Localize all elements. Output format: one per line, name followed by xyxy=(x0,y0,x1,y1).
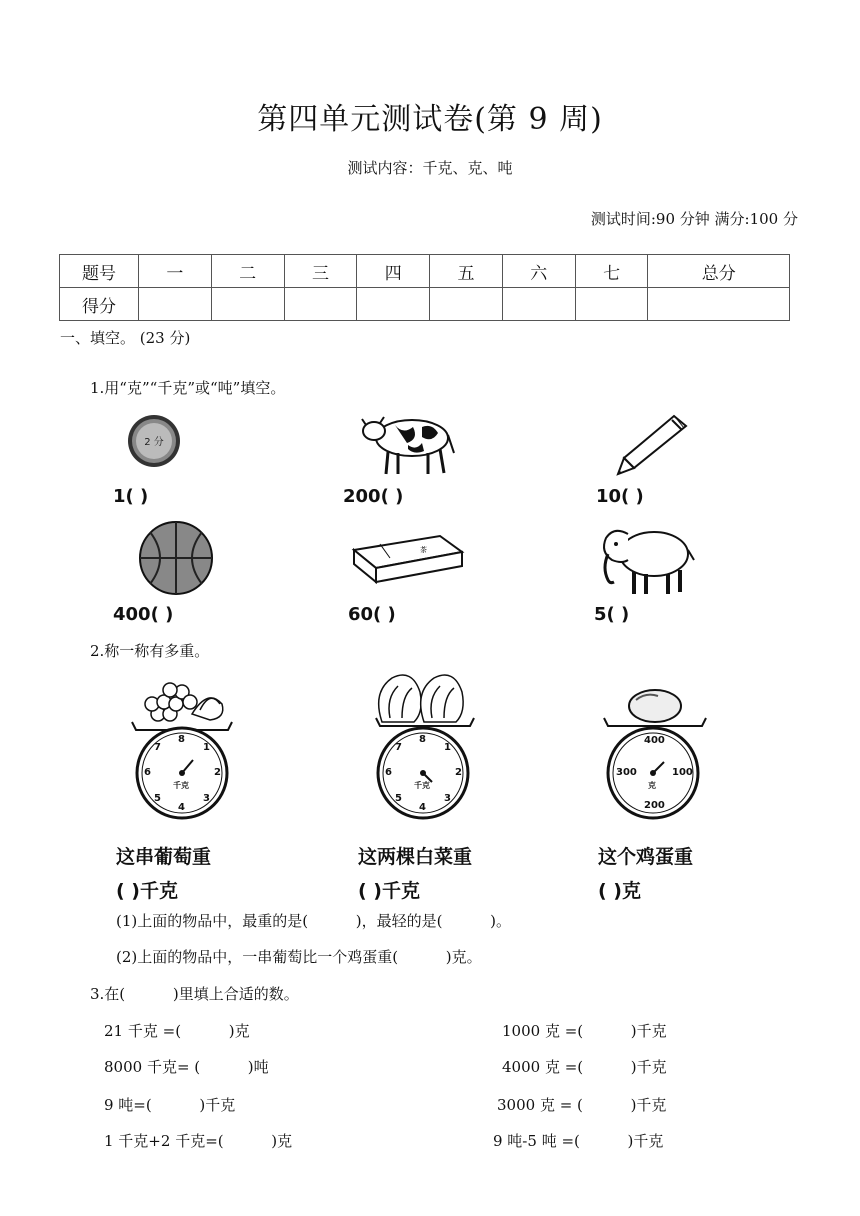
q2-sub1[interactable]: (1)上面的物品中，最重的是( )，最轻的是( )。 xyxy=(116,912,512,930)
score-table xyxy=(59,254,790,321)
score-cell: 三 xyxy=(284,255,357,288)
coin-icon xyxy=(127,405,181,477)
q3-left-2[interactable]: 8000 千克= ( )吨 xyxy=(104,1058,269,1076)
dial-tick-label: 1 xyxy=(203,742,210,753)
dial-tick-label: 200 xyxy=(644,800,665,811)
elephant-icon xyxy=(598,520,696,598)
section-title: 一、填空。 (23 分) xyxy=(60,329,191,347)
score-cell: 二 xyxy=(211,255,284,288)
scale-egg-icon xyxy=(600,688,710,730)
score-input-cell[interactable] xyxy=(648,288,790,321)
dial-tick-label: 7 xyxy=(395,742,402,753)
dial-tick-label: 300 xyxy=(616,767,637,778)
score-input-cell[interactable] xyxy=(211,288,284,321)
dial-tick-label: 2 xyxy=(214,767,221,778)
question-2-prompt: 2.称一称有多重。 xyxy=(90,642,210,660)
score-table-score-row xyxy=(60,288,790,321)
q1-answer-1[interactable]: 1( ) xyxy=(113,486,149,507)
dial-tick-label: 3 xyxy=(444,793,451,804)
dial-tick-label: 7 xyxy=(154,742,161,753)
q3-right-2[interactable]: 4000 克 =( )千克 xyxy=(502,1058,667,1076)
score-cell: 题号 xyxy=(60,255,139,288)
dial-egg-labels xyxy=(606,726,700,820)
svg-text:2 分: 2 分 xyxy=(144,437,164,448)
page-subtitle: 测试内容：千克、克、吨 xyxy=(347,159,513,177)
q3-left-4[interactable]: 1 千克+2 千克=( )克 xyxy=(104,1132,293,1150)
dial-cabbage-labels xyxy=(376,726,470,820)
pencil-icon xyxy=(616,412,690,476)
dial-tick-label: 5 xyxy=(395,793,402,804)
score-cell: 六 xyxy=(502,255,575,288)
q3-right-1[interactable]: 1000 克 =( )千克 xyxy=(502,1022,667,1040)
q1-answer-3[interactable]: 10( ) xyxy=(596,486,644,507)
page-title: 第四单元测试卷(第 9 周) xyxy=(257,102,603,137)
dial-tick-label: 8 xyxy=(419,734,426,745)
score-input-cell[interactable] xyxy=(430,288,503,321)
dial-tick-label: 8 xyxy=(178,734,185,745)
scale-caption-egg: 这个鸡蛋重 xyxy=(598,846,694,868)
dial-tick-label: 6 xyxy=(385,767,392,778)
score-row-label: 得分 xyxy=(60,288,139,321)
score-cell: 总分 xyxy=(648,255,790,288)
q3-right-3[interactable]: 3000 克 = ( )千克 xyxy=(497,1096,667,1114)
scale-caption-cabbage: 这两棵白菜重 xyxy=(358,846,473,868)
dial-tick-label: 5 xyxy=(154,793,161,804)
q2-sub2[interactable]: (2)上面的物品中，一串葡萄比一个鸡蛋重( )克。 xyxy=(116,948,482,966)
dial-tick-label: 4 xyxy=(178,802,185,813)
q3-right-4[interactable]: 9 吨-5 吨 =( )千克 xyxy=(493,1132,664,1150)
dial-tick-label: 1 xyxy=(444,742,451,753)
dial-unit: 千克 xyxy=(173,781,189,790)
q1-answer-2[interactable]: 200( ) xyxy=(343,486,404,507)
q2-answer-grapes[interactable]: ( )千克 xyxy=(116,880,178,902)
question-1-prompt: 1.用“克”“千克”或“吨”填空。 xyxy=(90,379,286,397)
dial-unit: 千克 xyxy=(414,781,430,790)
dial-tick-label: 400 xyxy=(644,735,665,746)
score-cell: 七 xyxy=(575,255,648,288)
dial-tick-label: 4 xyxy=(419,802,426,813)
q1-answer-5[interactable]: 60( ) xyxy=(348,604,396,625)
svg-text:茶: 茶 xyxy=(420,546,427,554)
cow-icon xyxy=(360,405,455,480)
score-cell: 一 xyxy=(139,255,212,288)
q3-left-3[interactable]: 9 吨=( )千克 xyxy=(104,1096,236,1114)
dial-unit: 克 xyxy=(648,781,656,790)
score-input-cell[interactable] xyxy=(284,288,357,321)
dial-grapes-labels xyxy=(135,726,229,820)
basketball-icon xyxy=(138,520,214,596)
score-table-header-row xyxy=(60,255,790,288)
scale-caption-grapes: 这串葡萄重 xyxy=(116,846,212,868)
q1-answer-4[interactable]: 400( ) xyxy=(113,604,174,625)
score-cell: 四 xyxy=(357,255,430,288)
score-input-cell[interactable] xyxy=(575,288,648,321)
dial-tick-label: 3 xyxy=(203,793,210,804)
q2-answer-egg[interactable]: ( )克 xyxy=(598,880,641,902)
q3-left-1[interactable]: 21 千克 =( )克 xyxy=(104,1022,250,1040)
score-cell: 五 xyxy=(430,255,503,288)
q2-answer-cabbage[interactable]: ( )千克 xyxy=(358,880,420,902)
q1-answer-6[interactable]: 5( ) xyxy=(594,604,630,625)
score-input-cell[interactable] xyxy=(139,288,212,321)
test-meta: 测试时间:90 分钟 满分:100 分 xyxy=(590,210,798,228)
score-input-cell[interactable] xyxy=(502,288,575,321)
dial-tick-label: 6 xyxy=(144,767,151,778)
package-icon xyxy=(350,530,465,585)
question-3-prompt: 3.在( )里填上合适的数。 xyxy=(90,985,299,1003)
score-input-cell[interactable] xyxy=(357,288,430,321)
dial-tick-label: 2 xyxy=(455,767,462,778)
scale-cabbage-icon xyxy=(372,668,478,730)
dial-tick-label: 100 xyxy=(672,767,693,778)
